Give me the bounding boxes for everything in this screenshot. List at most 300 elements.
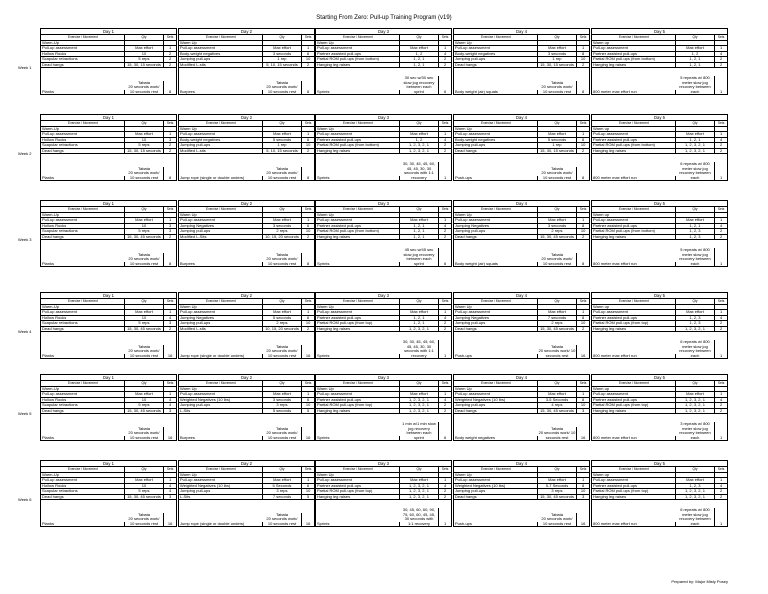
qty-cell: Tabata 20 seconds work/ 10 seconds rest bbox=[263, 81, 302, 94]
column-header-exercise: Exercise / Movement bbox=[179, 467, 263, 472]
qty-cell: 1, 2, 3, 2, 1 bbox=[676, 403, 715, 407]
column-header-qty: Qty bbox=[676, 467, 715, 472]
sets-cell: 2 bbox=[719, 493, 723, 499]
exercise-cell: Scapular retractions bbox=[41, 321, 125, 325]
qty-cell: 5 seconds bbox=[538, 138, 577, 142]
exercise-cell: Warm up bbox=[592, 305, 676, 309]
sets-cell: 6 bbox=[443, 88, 447, 94]
exercise-cell: Pull-up assessment bbox=[179, 46, 263, 50]
qty-cell: Max effort bbox=[125, 46, 164, 50]
sets-cell: 2 bbox=[581, 147, 585, 153]
sets-cell: 6 bbox=[306, 396, 310, 402]
table-row bbox=[454, 154, 589, 180]
exercise-cell: Sprints bbox=[316, 436, 400, 440]
day-title: Day 2 bbox=[179, 115, 314, 121]
sets-cell: 10 bbox=[305, 320, 311, 326]
exercise-cell: Dead hangs bbox=[454, 409, 538, 413]
qty-cell: 30, 30, 45, 45, 60, 45, 45, 30, 30 seconds with 1:1 recovery bbox=[400, 162, 439, 180]
qty-cell: Tabata 20 seconds work/ 10 seconds rest bbox=[125, 253, 164, 266]
exercise-cell: Weighted Negatives (10 lbs) bbox=[179, 398, 263, 402]
day-title: Day 2 bbox=[179, 29, 314, 35]
qty-cell: Max effort bbox=[676, 392, 715, 396]
exercise-cell: Partner assisted pull-ups bbox=[316, 484, 400, 488]
table-row bbox=[592, 68, 727, 94]
qty-cell: 30 sec w/30 sec slow jog recovery between each sprint bbox=[400, 76, 439, 94]
sets-cell: 8 bbox=[581, 314, 585, 320]
qty-cell: 10 bbox=[125, 316, 164, 320]
qty-cell: 1 rep bbox=[538, 57, 577, 61]
sets-cell: 1 bbox=[719, 260, 723, 266]
qty-cell: 3 seconds bbox=[538, 224, 577, 228]
exercise-cell: 800 meter max effort run bbox=[592, 354, 676, 358]
exercise-cell: Pull-up assessment bbox=[592, 310, 676, 314]
day-title: Day 5 bbox=[592, 375, 727, 381]
exercise-cell: Dead hangs bbox=[454, 63, 538, 67]
week-label: Week 4 bbox=[18, 329, 32, 334]
day-table bbox=[591, 200, 728, 267]
sets-cell: 4 bbox=[719, 396, 723, 402]
qty-cell: Tabata 20 seconds work/ 10 seconds rest bbox=[125, 167, 164, 180]
column-header-sets: Sets bbox=[441, 467, 449, 471]
day-title: Day 5 bbox=[592, 461, 727, 467]
sets-cell: 2 bbox=[719, 228, 723, 234]
exercise-cell: Jumping pull-ups bbox=[454, 229, 538, 233]
qty-cell: 5 reps bbox=[125, 229, 164, 233]
exercise-cell: Partner assisted pull-ups bbox=[316, 138, 400, 142]
table-row bbox=[454, 500, 589, 526]
qty-cell: Max effort bbox=[263, 218, 302, 222]
column-header-sets: Sets bbox=[717, 207, 725, 211]
day-title: Day 5 bbox=[592, 201, 727, 207]
column-header-qty: Qty bbox=[263, 381, 302, 386]
week-label: Week 3 bbox=[18, 237, 32, 242]
exercise-cell: Hanging leg raises bbox=[316, 149, 400, 153]
day-title: Day 1 bbox=[41, 201, 176, 207]
sets-cell: 8 bbox=[581, 174, 585, 180]
exercise-cell: Partner assisted pull-ups bbox=[316, 224, 400, 228]
qty-cell: 7 seconds bbox=[538, 316, 577, 320]
day-table bbox=[315, 200, 452, 267]
exercise-cell: Hanging leg raises bbox=[316, 495, 400, 499]
sets-cell: 2 bbox=[443, 147, 447, 153]
day-title: Day 5 bbox=[592, 29, 727, 35]
day-table bbox=[178, 374, 315, 441]
day-table bbox=[315, 114, 452, 181]
day-title: Day 2 bbox=[179, 293, 314, 299]
day-table bbox=[178, 292, 315, 359]
exercise-cell: Sprints bbox=[316, 354, 400, 358]
exercise-cell: Modified L-sits bbox=[179, 327, 263, 331]
exercise-cell: Pull-up assessment bbox=[179, 132, 263, 136]
exercise-cell: Jumping pull-ups bbox=[179, 321, 263, 325]
table-row bbox=[592, 332, 727, 358]
sets-cell: 16 bbox=[167, 520, 173, 526]
sets-cell: 1 bbox=[581, 217, 585, 223]
exercise-cell: 800 meter max effort run bbox=[592, 262, 676, 266]
table-row bbox=[179, 154, 314, 180]
column-header-qty: Qty bbox=[263, 467, 302, 472]
table-row bbox=[592, 500, 727, 526]
sets-cell: 16 bbox=[580, 434, 586, 440]
sets-cell: 2 bbox=[581, 325, 585, 331]
column-header-exercise: Exercise / Movement bbox=[179, 207, 263, 212]
day-title: Day 4 bbox=[454, 375, 589, 381]
exercise-cell: Warm up bbox=[592, 127, 676, 131]
sets-cell: 16 bbox=[167, 352, 173, 358]
table-row bbox=[41, 414, 176, 440]
column-header-sets: Sets bbox=[717, 381, 725, 385]
qty-cell: Max effort bbox=[538, 310, 577, 314]
exercise-cell: Jumping Negatives bbox=[179, 316, 263, 320]
column-header-exercise: Exercise / Movement bbox=[41, 121, 125, 126]
qty-cell: 15, 30, 15 seconds bbox=[125, 63, 164, 67]
qty-cell: 1, 2, 3, 2, 1 bbox=[400, 327, 439, 331]
sets-cell: 1 bbox=[443, 352, 447, 358]
exercise-cell: Planks bbox=[41, 262, 125, 266]
page-title: Starting From Zero: Pull-up Training Program (v19) bbox=[316, 15, 452, 21]
column-header-exercise: Exercise / Movement bbox=[592, 35, 676, 40]
column-header-sets: Sets bbox=[304, 207, 312, 211]
qty-cell: 5 reps bbox=[125, 489, 164, 493]
qty-cell: 5 Seconds bbox=[263, 484, 302, 488]
exercise-cell: Pull-up assessment bbox=[179, 310, 263, 314]
exercise-cell: Jumping pull-ups bbox=[454, 489, 538, 493]
sets-cell: 4 bbox=[443, 396, 447, 402]
qty-cell: Tabata 20 seconds work/ 10 seconds rest bbox=[538, 167, 577, 180]
qty-cell: 15, 30, 45 seconds bbox=[125, 495, 164, 499]
exercise-cell: Warm Up bbox=[179, 127, 263, 131]
column-header-exercise: Exercise / Movement bbox=[454, 121, 538, 126]
day-table bbox=[591, 374, 728, 441]
exercise-cell: Weighted Negatives (10 lbs) bbox=[454, 398, 538, 402]
qty-cell: Max effort bbox=[263, 132, 302, 136]
table-row bbox=[179, 332, 314, 358]
exercise-cell: Warm Up bbox=[454, 213, 538, 217]
column-header-sets: Sets bbox=[166, 121, 174, 125]
column-header-sets: Sets bbox=[441, 381, 449, 385]
sets-cell: 4 bbox=[719, 50, 723, 56]
exercise-cell: Dead hangs bbox=[41, 409, 125, 413]
qty-cell: Max effort bbox=[125, 478, 164, 482]
sets-cell: 1 bbox=[168, 309, 172, 315]
table-row bbox=[316, 154, 451, 180]
sets-cell: 8 bbox=[581, 482, 585, 488]
qty-cell: 5, 10, 15 seconds bbox=[263, 63, 302, 67]
table-row bbox=[41, 500, 176, 526]
exercise-cell: Modified L-Sits bbox=[179, 235, 263, 239]
sets-cell: 10 bbox=[580, 320, 586, 326]
qty-cell: 1, 2, 3, 2, 1 bbox=[400, 495, 439, 499]
qty-cell: Max effort bbox=[538, 132, 577, 136]
sets-cell: 2 bbox=[168, 61, 172, 67]
exercise-cell: Pull-up assessment bbox=[454, 46, 538, 50]
exercise-cell: Push-ups bbox=[454, 354, 538, 358]
exercise-cell: Dead hangs bbox=[454, 327, 538, 331]
qty-cell: 6 repeats w/ 800 meter slow jog recovery between each bbox=[676, 508, 715, 526]
exercise-cell: Warm-Up bbox=[41, 213, 125, 217]
qty-cell: Max effort bbox=[125, 310, 164, 314]
sets-cell: 6 bbox=[306, 314, 310, 320]
column-header-qty: Qty bbox=[538, 299, 577, 304]
sets-cell: 3 bbox=[168, 320, 172, 326]
qty-cell: 1, 2, 3, 2, 1 bbox=[400, 398, 439, 402]
qty-cell: 1, 2, 3, 2, 1 bbox=[676, 409, 715, 413]
exercise-cell: Pull-up assessment bbox=[179, 218, 263, 222]
exercise-cell: Partner assisted pull-ups bbox=[592, 52, 676, 56]
qty-cell: 45 sec w/45 sec slow jog recovery between each sprint bbox=[400, 248, 439, 266]
exercise-cell: Hanging leg raises bbox=[592, 495, 676, 499]
qty-cell: 1, 2, 3, 2, 1 bbox=[400, 149, 439, 153]
exercise-cell: Jumping pull-ups bbox=[454, 143, 538, 147]
qty-cell: 1, 2, 3, 2, 1 bbox=[400, 489, 439, 493]
column-header-sets: Sets bbox=[304, 35, 312, 39]
qty-cell: 5 repeats w/ 800 meter slow jog recovery between each bbox=[676, 76, 715, 94]
table-row bbox=[454, 332, 589, 358]
sets-cell: 2 bbox=[719, 147, 723, 153]
column-header-sets: Sets bbox=[717, 121, 725, 125]
column-header-exercise: Exercise / Movement bbox=[179, 121, 263, 126]
qty-cell: Tabata 20 seconds work/ 10 seconds rest bbox=[263, 345, 302, 358]
sets-cell: 1 bbox=[719, 174, 723, 180]
sets-cell: 1 bbox=[306, 45, 310, 51]
exercise-cell: Partial ROM pull-ups (from top) bbox=[316, 403, 400, 407]
exercise-cell: Burpees bbox=[179, 436, 263, 440]
column-header-exercise: Exercise / Movement bbox=[41, 467, 125, 472]
qty-cell: 15, 30, 15 seconds bbox=[125, 149, 164, 153]
qty-cell: Tabata 20 seconds work/ 10 seconds rest bbox=[263, 427, 302, 440]
sets-cell: 3 bbox=[581, 407, 585, 413]
qty-cell: 15, 30, 15 seconds bbox=[538, 63, 577, 67]
qty-cell: 1, 2, 1 bbox=[400, 63, 439, 67]
qty-cell: Tabata 20 seconds work/ 10 seconds rest bbox=[538, 253, 577, 266]
qty-cell: 15, 30, 45 seconds bbox=[538, 235, 577, 239]
exercise-cell: Partial ROM pull-ups (from bottom) bbox=[592, 143, 676, 147]
qty-cell: 1, 2, 3 bbox=[676, 229, 715, 233]
sets-cell: 8 bbox=[581, 88, 585, 94]
exercise-cell: Warm Up bbox=[179, 387, 263, 391]
qty-cell: 6 repeats w/ 800 meter slow jog recovery between each bbox=[676, 340, 715, 358]
qty-cell: 1, 2, 3 bbox=[676, 235, 715, 239]
exercise-cell: Dead hangs bbox=[41, 495, 125, 499]
qty-cell: 3 seconds bbox=[263, 398, 302, 402]
table-row bbox=[454, 414, 589, 440]
sets-cell: 4 bbox=[443, 222, 447, 228]
sets-cell: 1 bbox=[719, 434, 723, 440]
qty-cell: 2 reps bbox=[538, 321, 577, 325]
day-table bbox=[591, 460, 728, 527]
qty-cell: 10, 15, 20 seconds bbox=[263, 235, 302, 239]
sets-cell: 2 bbox=[306, 147, 310, 153]
column-header-sets: Sets bbox=[579, 35, 587, 39]
qty-cell: 5 reps bbox=[125, 143, 164, 147]
sets-cell: 2 bbox=[443, 402, 447, 408]
day-table bbox=[591, 292, 728, 359]
qty-cell: 1, 2, 1 bbox=[400, 229, 439, 233]
qty-cell: 1, 2, 3, 2, 1 bbox=[400, 143, 439, 147]
exercise-cell: Pull-up assessment bbox=[454, 310, 538, 314]
sets-cell: 1 bbox=[306, 391, 310, 397]
exercise-cell: Scapular retractions bbox=[41, 229, 125, 233]
sets-cell: 8 bbox=[306, 260, 310, 266]
qty-cell: 1, 2, 1 bbox=[400, 224, 439, 228]
column-header-exercise: Exercise / Movement bbox=[592, 299, 676, 304]
exercise-cell: Warm Up bbox=[179, 473, 263, 477]
day-title: Day 1 bbox=[41, 293, 176, 299]
column-header-qty: Qty bbox=[538, 35, 577, 40]
sets-cell: 2 bbox=[443, 56, 447, 62]
exercise-cell: Pull-up assessment bbox=[592, 392, 676, 396]
qty-cell: 1, 2, 1 bbox=[400, 321, 439, 325]
exercise-cell: Jump rope (single or double unders) bbox=[179, 522, 263, 526]
exercise-cell: Jumping pull-ups bbox=[179, 57, 263, 61]
qty-cell: 2 reps bbox=[263, 229, 302, 233]
qty-cell: 1, 2, 3, 2, 1 bbox=[676, 495, 715, 499]
exercise-cell: Warm Up bbox=[179, 305, 263, 309]
exercise-cell: L-Sits bbox=[179, 409, 263, 413]
sets-cell: 8 bbox=[168, 88, 172, 94]
exercise-cell: Pull-up assessment bbox=[316, 478, 400, 482]
table-row bbox=[316, 500, 451, 526]
exercise-cell: Hollow Rocks bbox=[41, 316, 125, 320]
qty-cell: Max effort bbox=[538, 478, 577, 482]
qty-cell: 3 seconds bbox=[263, 224, 302, 228]
exercise-cell: Partial ROM pull-ups (from bottom) bbox=[316, 143, 400, 147]
exercise-cell: Jumping pull-ups bbox=[179, 489, 263, 493]
qty-cell: Max effort bbox=[676, 46, 715, 50]
sets-cell: 6 bbox=[443, 260, 447, 266]
day-table bbox=[40, 200, 177, 267]
sets-cell: 1 bbox=[581, 45, 585, 51]
qty-cell: 3-5 Seconds bbox=[538, 398, 577, 402]
sets-cell: 1 bbox=[443, 174, 447, 180]
exercise-cell: Planks bbox=[41, 354, 125, 358]
qty-cell: 10, 15, 20 seconds bbox=[263, 327, 302, 331]
sets-cell: 1 bbox=[443, 45, 447, 51]
exercise-cell: Dead hangs bbox=[454, 495, 538, 499]
exercise-cell: 800 meter max effort run bbox=[592, 522, 676, 526]
exercise-cell: Jumping pull-ups bbox=[454, 57, 538, 61]
exercise-cell: Warm Up bbox=[316, 41, 400, 45]
exercise-cell: Dead hangs bbox=[454, 149, 538, 153]
sets-cell: 6 bbox=[306, 50, 310, 56]
exercise-cell: Partial ROM pull-ups (from top) bbox=[316, 489, 400, 493]
day-title: Day 5 bbox=[592, 115, 727, 121]
exercise-cell: Warm-Up bbox=[41, 305, 125, 309]
table-row bbox=[179, 68, 314, 94]
column-header-exercise: Exercise / Movement bbox=[592, 207, 676, 212]
column-header-exercise: Exercise / Movement bbox=[592, 121, 676, 126]
week-label: Week 1 bbox=[18, 65, 32, 70]
sets-cell: 16 bbox=[305, 434, 311, 440]
sets-cell: 8 bbox=[168, 174, 172, 180]
exercise-cell: 800 meter max effort run bbox=[592, 90, 676, 94]
sets-cell: 4 bbox=[168, 396, 172, 402]
day-table bbox=[40, 292, 177, 359]
qty-cell: 5 reps bbox=[125, 403, 164, 407]
qty-cell: 15, 30, 15 seconds bbox=[538, 149, 577, 153]
exercise-cell: Warm Up bbox=[316, 387, 400, 391]
column-header-exercise: Exercise / Movement bbox=[454, 467, 538, 472]
qty-cell: 2 reps bbox=[538, 229, 577, 233]
exercise-cell: Pull-up assessment bbox=[41, 310, 125, 314]
sets-cell: 1 bbox=[719, 520, 723, 526]
qty-cell: Tabata 20 seconds work/ 10 seconds rest bbox=[263, 167, 302, 180]
sets-cell: 3 bbox=[168, 407, 172, 413]
sets-cell: 10 bbox=[305, 142, 311, 148]
sets-cell: 16 bbox=[580, 520, 586, 526]
sets-cell: 1 bbox=[443, 131, 447, 137]
exercise-cell: Partial ROM pull-ups (from top) bbox=[316, 321, 400, 325]
exercise-cell: Dead hangs bbox=[41, 327, 125, 331]
table-row bbox=[316, 414, 451, 440]
sets-cell: 4 bbox=[443, 314, 447, 320]
table-row bbox=[316, 68, 451, 94]
sets-cell: 2 bbox=[719, 402, 723, 408]
sets-cell: 10 bbox=[305, 488, 311, 494]
column-header-sets: Sets bbox=[717, 467, 725, 471]
exercise-cell: Warm Up bbox=[316, 473, 400, 477]
day-title: Day 4 bbox=[454, 201, 589, 207]
column-header-exercise: Exercise / Movement bbox=[179, 381, 263, 386]
sets-cell: 4 bbox=[168, 402, 172, 408]
exercise-cell: Planks bbox=[41, 436, 125, 440]
exercise-cell: Hanging leg raises bbox=[592, 149, 676, 153]
exercise-cell: Pull-up assessment bbox=[454, 218, 538, 222]
sets-cell: 1 bbox=[719, 477, 723, 483]
exercise-cell: Pull-up assessment bbox=[316, 218, 400, 222]
exercise-cell: Body-weight negatives bbox=[179, 52, 263, 56]
qty-cell: Max effort bbox=[125, 132, 164, 136]
sets-cell: 10 bbox=[305, 402, 311, 408]
sets-cell: 3 bbox=[168, 493, 172, 499]
qty-cell: 5 repeats w/ 800 meter slow jog recovery between each bbox=[676, 248, 715, 266]
sets-cell: 2 bbox=[719, 61, 723, 67]
qty-cell: Max effort bbox=[676, 478, 715, 482]
day-title: Day 1 bbox=[41, 375, 176, 381]
column-header-qty: Qty bbox=[400, 207, 439, 212]
sets-cell: 16 bbox=[305, 352, 311, 358]
qty-cell: Tabata 20 seconds work/ 10 seconds rest bbox=[263, 253, 302, 266]
exercise-cell: Pull-up assessment bbox=[179, 392, 263, 396]
exercise-cell: Sprints bbox=[316, 176, 400, 180]
qty-cell: Tabata 20 seconds work/ 10 seconds rest bbox=[538, 81, 577, 94]
sets-cell: 8 bbox=[168, 260, 172, 266]
exercise-cell: Modified L-sits bbox=[179, 63, 263, 67]
column-header-sets: Sets bbox=[579, 467, 587, 471]
qty-cell: 1, 2 bbox=[400, 52, 439, 56]
table-row bbox=[592, 414, 727, 440]
day-title: Day 3 bbox=[316, 293, 451, 299]
week-label: Week 5 bbox=[18, 411, 32, 416]
exercise-cell: Warm Up bbox=[316, 213, 400, 217]
sets-cell: 2 bbox=[443, 488, 447, 494]
exercise-cell: Pull-up assessment bbox=[316, 132, 400, 136]
day-title: Day 3 bbox=[316, 201, 451, 207]
qty-cell: 15, 30, 45 seconds bbox=[538, 409, 577, 413]
qty-cell: 15, 30, 45 seconds bbox=[125, 409, 164, 413]
day-table bbox=[40, 460, 177, 527]
day-table bbox=[178, 114, 315, 181]
qty-cell: 1, 2, 3 bbox=[676, 484, 715, 488]
sets-cell: 1 bbox=[306, 477, 310, 483]
sets-cell: 1 bbox=[168, 217, 172, 223]
day-table bbox=[453, 114, 590, 181]
qty-cell: Tabata 20 seconds work/ 10 seconds rest bbox=[125, 513, 164, 526]
day-table bbox=[453, 374, 590, 441]
qty-cell: 2 reps bbox=[263, 321, 302, 325]
qty-cell: 1 rep bbox=[263, 143, 302, 147]
column-header-qty: Qty bbox=[676, 299, 715, 304]
